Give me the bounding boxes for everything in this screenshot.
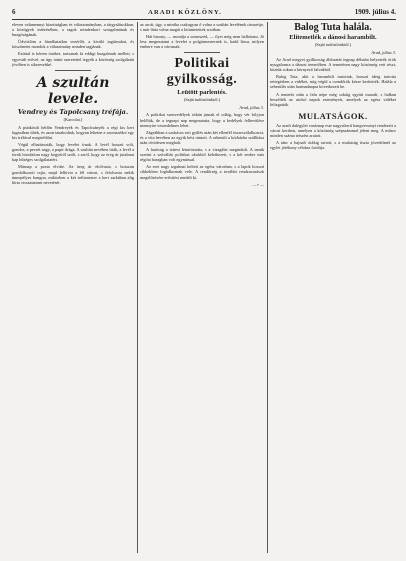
paragraph: A pünkösdi hétfőn Vendreyék és Tapolcsányék a régi kis kert lugasában ültek, és azon tanakodtak, hogyan lehetne a szomszédot egy kis tréfával megtréfálni. xyxy=(12,124,134,140)
article-title: Politikai gyilkosság. xyxy=(166,56,238,88)
paragraph: Hát bizony, — mondja a szomszéd, — ilyet még nem hallottam. Jó lesz megmutatni a levelet a polgármesternek is, hadd lássa, milyen embere van a városnak. xyxy=(140,34,264,50)
paragraph: Az Arad megyei gyilkosság áldozatát tegnap délután helyezték örök nyugalomra a dánosi temetőben. A temetésen nagy közönség vett részt, köztük sokan a környező falvakból. xyxy=(270,57,396,73)
column-divider xyxy=(267,22,268,553)
dateline: Arad, július 3. xyxy=(239,105,264,111)
dateline: Arad, július 3. xyxy=(371,50,396,55)
divider xyxy=(184,52,220,53)
article-subtitle: Vendrey és Tapolcsany tréfája. xyxy=(17,107,129,116)
paragraph: A temetés után a falu népe még sokáig együtt maradt, s halkan beszélték az utolsó napok eseményeit, amelyek az egész vidéket felizgatták. xyxy=(270,91,396,107)
column-left xyxy=(12,22,134,555)
signature: — r — xyxy=(252,181,264,187)
paragraph: Üdvözlöm a fáradhatatlan vezérlőt, a kiváló tagtársakat, és köszönetet mondok a választmány minden tagjának. xyxy=(12,39,134,50)
issue-date: 1909. július 4. xyxy=(354,8,396,16)
paragraph: eleven valamennyi bizottságban és választmányban, a tárgyalásokban, a közügyek intézésében, a tagok mindenkori szorgalmának és buzgóságának. xyxy=(12,22,134,38)
masthead: ARADI KÖZLÖNY. xyxy=(148,8,223,16)
paragraph: Másnap a posta elvitte. Az öreg úr elolvasta, s hosszan gondolkozott rajta, majd felhívta a fél várost, s felolvasta nekik ünnepélyes hangon, miközben a két tréfamester a kert sarkában alig bírta visszatartani nevetését. xyxy=(12,164,134,185)
page-header xyxy=(12,6,396,18)
paragraph: Végül elhatározták, hogy levelet írnak. A levél hosszú volt, gondos, a pecsét nagy, a papír drága. A szultán nevében írták, a levél a török birodalom nagy kegyéről szólt, s arról, hogy az öreg úr jutalmat kap hűséges szolgálataiért. xyxy=(12,142,134,163)
paragraph: A politikai szenvedélyek ritkán jutnak el odáig, hogy vér folyjon belőlük, de a tegnapi nap megmutatta, hogy a kedélyek felhevülése mennyire veszedelmes lehet. xyxy=(140,112,264,128)
paragraph: A tánc a hajnali órákig tartott, s a mulatság tiszta jövedelmét az egylet jótékony célokra fordítja. xyxy=(270,140,396,151)
paragraph: Az eset nagy izgalmat keltett az egész városban, s a lapok hosszú cikkekben foglalkoznak vele. A rendőrség a további rendzavarások megelőzésére erősítést rendelt ki. xyxy=(140,164,264,180)
paragraph: Balog Tuta, akit a harambilt tartottak, hosszú ideig tartotta rettegésben a vidéket, míg végül a csendőrök kézre kerítették. Halála a sebesülés után harmadnapra következett be. xyxy=(270,74,396,90)
page-number: 6 xyxy=(12,8,16,16)
header-rule xyxy=(12,19,396,20)
section-title: MULATSÁGOK. xyxy=(298,110,368,121)
article-subtitle: Leütött parlentés. xyxy=(177,89,227,97)
column-divider xyxy=(137,22,138,553)
divider xyxy=(55,70,91,71)
article-subtitle: Elitemetlék a dánosi harambilt. xyxy=(289,34,377,41)
paragraph: A hatóság a tettest letartóztatta, s a vizsgálat megindult. A tanúk szerint a szóváltás politikai okokból keletkezett, s a két ember már régóta haragban volt egymással. xyxy=(140,147,264,163)
paragraph: az arcát, úgy, a mintha csakugyan ő volna a szultán levelének címzettje, s már látta volna magát a kitüntetettek sorában. xyxy=(140,22,264,33)
article-title: Balog Tuta halála. xyxy=(294,22,372,33)
paragraph: Az aradi dalegylet vasárnap este nagysikerű hangversenyt rendezett a városi kertben, amelyen a közönség szépszámmal jelent meg. A műsor minden száma tetszést aratott. xyxy=(270,122,396,139)
article-note: (Karcolat.) xyxy=(63,116,83,122)
article-note: (Saját tudósítónktól.) xyxy=(314,42,352,47)
article-note: (Saját tudósítónktól.) xyxy=(183,97,221,103)
article-title: A szultán levele. xyxy=(36,74,110,107)
column-middle xyxy=(140,22,264,555)
paragraph: Zágrábban a szokásos esti gyűlés után két ellenfél összeszólalkozott, és a vita hevében az egyik kést rántott. A sebesült a kórházba szállítása után rövidesen meghalt. xyxy=(140,129,264,145)
column-right xyxy=(270,22,396,555)
paragraph: Ezúttal is kérem önöket, tartsanak ki eddigi buzgalmuk mellett, s egyesült erővel, az ügy iránti szeretettel tegyék a közösség szolgálatát jövőben is sikeresebbé. xyxy=(12,51,134,67)
